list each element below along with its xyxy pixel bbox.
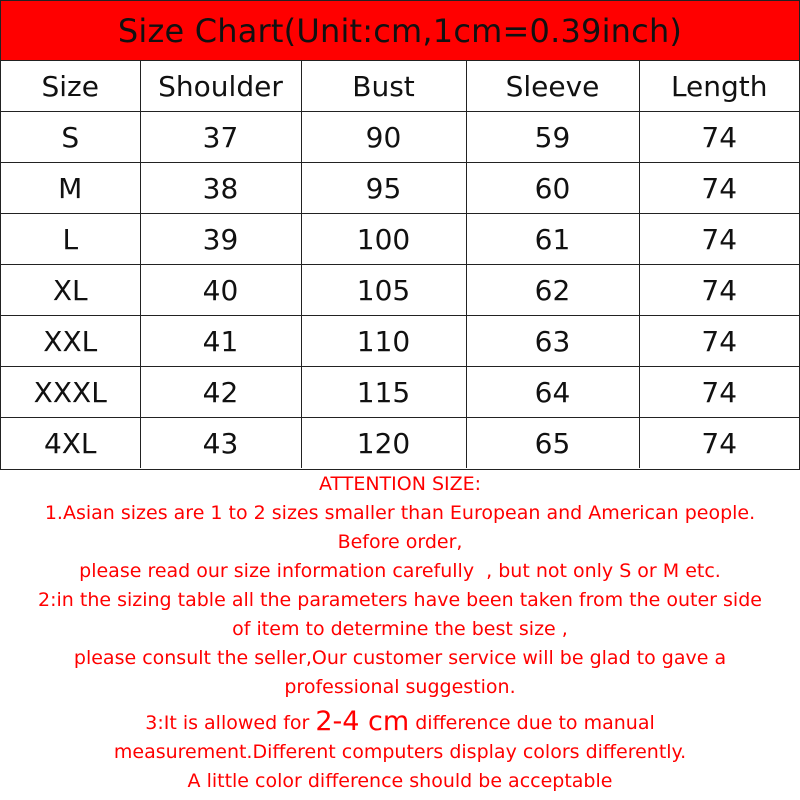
tolerance-highlight: 2-4 cm [315,706,410,737]
cell-shoulder: 38 [140,163,301,214]
cell-bust: 95 [301,163,466,214]
cell-bust: 100 [301,214,466,265]
table-row [1,418,799,469]
table-row [1,214,799,265]
cell-length: 74 [639,214,799,265]
cell-length: 74 [639,316,799,367]
cell-size: 4XL [1,418,140,469]
cell-length: 74 [639,367,799,418]
cell-length: 74 [639,265,799,316]
table-row [1,316,799,367]
cell-sleeve: 59 [466,112,639,163]
note-1-line-3: please read our size information carefully , but not only S or M etc. [79,560,721,582]
attention-notes [0,470,800,800]
header-sleeve: Sleeve [466,61,639,112]
cell-sleeve: 61 [466,214,639,265]
attention-heading: ATTENTION SIZE: [318,473,482,495]
cell-shoulder: 37 [140,112,301,163]
cell-size: XXL [1,316,140,367]
cell-shoulder: 41 [140,316,301,367]
cell-bust: 120 [301,418,466,469]
cell-size: XL [1,265,140,316]
cell-size: M [1,163,140,214]
cell-length: 74 [639,163,799,214]
cell-shoulder: 43 [140,418,301,469]
header-row [1,61,799,112]
cell-sleeve: 60 [466,163,639,214]
note-3-line-1 [0,707,800,738]
note-1-line-1: 1.Asian sizes are 1 to 2 sizes smaller than European and American people. [44,502,756,524]
note-2-line-4: professional suggestion. [284,676,516,698]
header-size: Size [1,61,140,112]
cell-size: L [1,214,140,265]
size-table [1,61,799,468]
cell-bust: 115 [301,367,466,418]
cell-sleeve: 62 [466,265,639,316]
cell-length: 74 [639,418,799,469]
note-3-suffix: difference due to manual [409,712,655,734]
table-row [1,367,799,418]
note-3-line-2: measurement.Different computers display colors differently. [113,741,687,763]
note-2-line-2: of item to determine the best size , [232,618,568,640]
cell-bust: 110 [301,316,466,367]
table-row [1,112,799,163]
cell-length: 74 [639,112,799,163]
cell-size: S [1,112,140,163]
table-row [1,265,799,316]
cell-size: XXXL [1,367,140,418]
cell-bust: 90 [301,112,466,163]
note-3-prefix: 3:It is allowed for [145,712,316,734]
note-2-line-3: please consult the seller,Our customer service will be glad to gave a [73,647,727,669]
note-3-line-3: A little color difference should be acceptable [187,770,613,792]
cell-shoulder: 42 [140,367,301,418]
cell-bust: 105 [301,265,466,316]
note-2-line-1: 2:in the sizing table all the parameters have been taken from the outer side [38,589,762,611]
cell-sleeve: 63 [466,316,639,367]
chart-title: Size Chart(Unit:cm,1cm=0.39inch) [1,1,799,61]
cell-shoulder: 39 [140,214,301,265]
cell-sleeve: 65 [466,418,639,469]
cell-shoulder: 40 [140,265,301,316]
table-row [1,163,799,214]
note-1-line-2: Before order, [337,531,463,553]
header-length: Length [639,61,799,112]
cell-sleeve: 64 [466,367,639,418]
header-bust: Bust [301,61,466,112]
header-shoulder: Shoulder [140,61,301,112]
